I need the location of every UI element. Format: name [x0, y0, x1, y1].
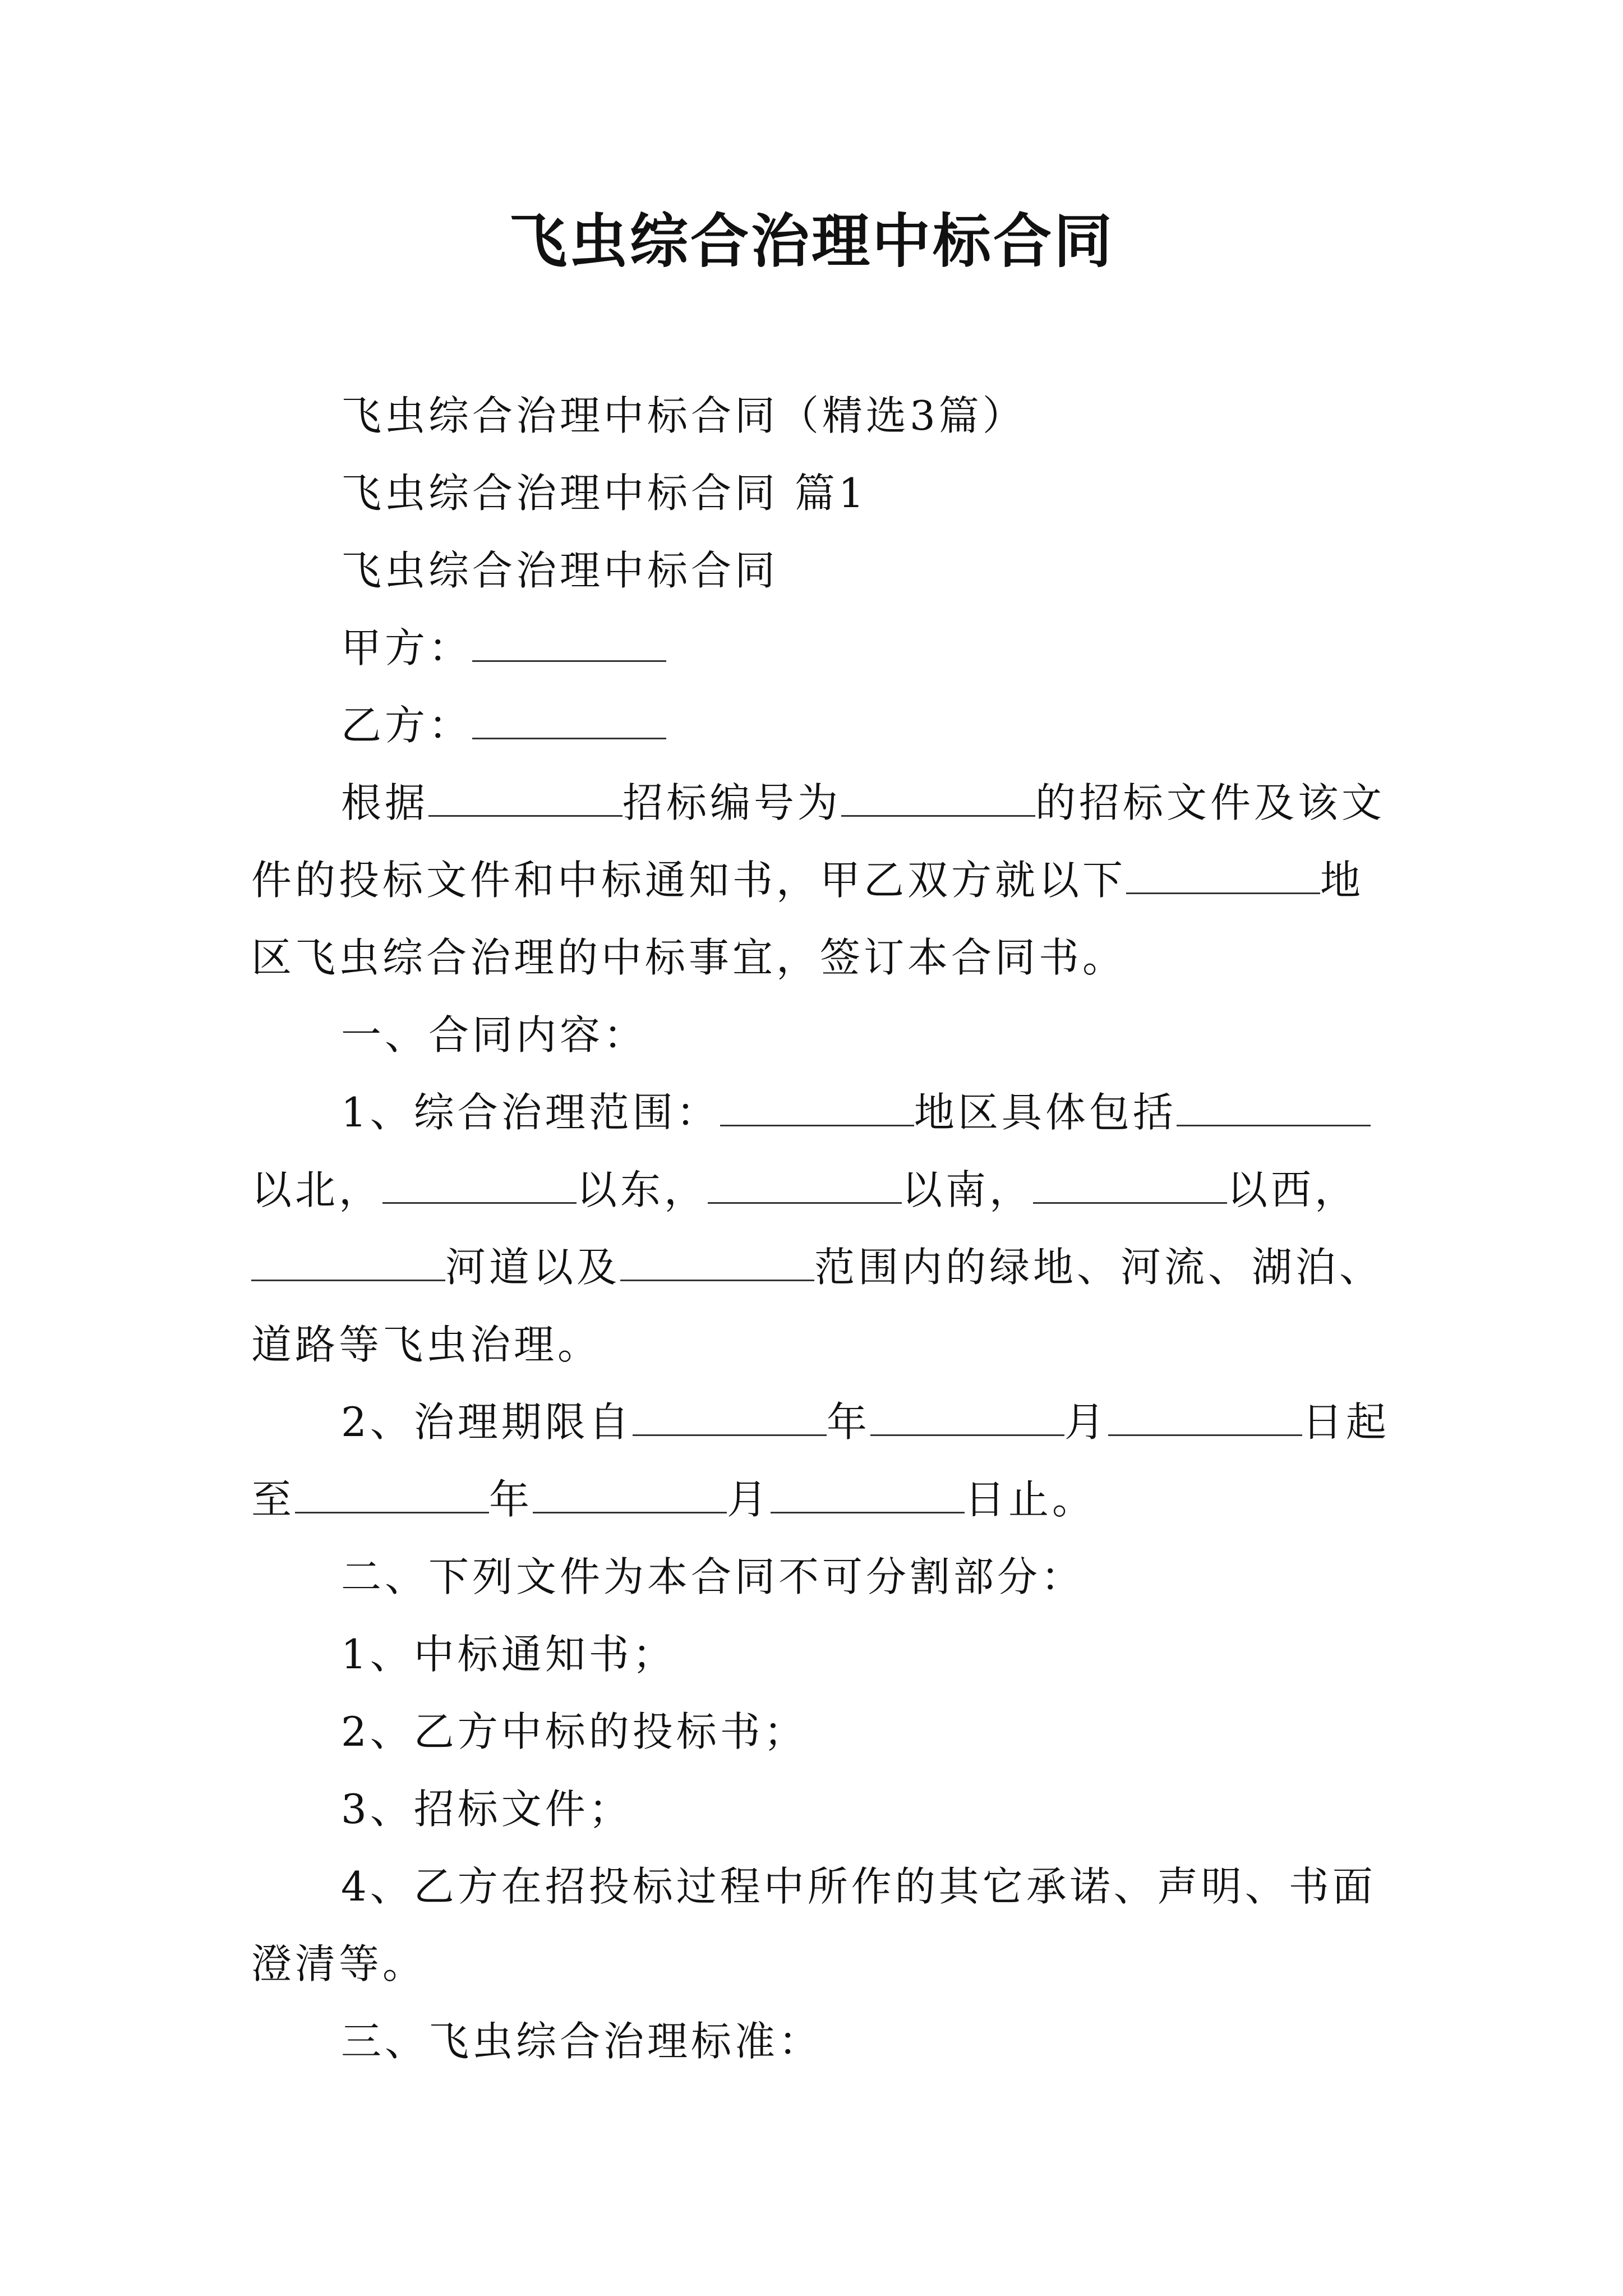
party-b-line	[251, 687, 1395, 764]
text-span: 日起	[1302, 1398, 1390, 1446]
text-span: 地区具体包括	[914, 1089, 1177, 1136]
fill-blank	[771, 1489, 965, 1513]
paragraph-scope	[251, 1074, 1395, 1383]
section-heading-1: 一、合同内容：	[341, 1011, 648, 1059]
text-line: 区飞虫综合治理的中标事宜，签订本合同书。	[251, 934, 1127, 981]
fill-blank	[533, 1489, 727, 1513]
text-span: 年	[489, 1476, 533, 1523]
fill-blank	[870, 1412, 1064, 1436]
text-span: 的招标文件及该文	[1035, 779, 1386, 826]
fill-blank	[708, 1180, 902, 1204]
party-a-line	[251, 609, 1395, 687]
text-span: 1、综合治理范围：	[341, 1089, 720, 1136]
fill-blank	[295, 1489, 489, 1513]
list-item: 2、乙方中标的投标书；	[341, 1708, 808, 1755]
fill-blank	[382, 1180, 577, 1204]
text-span: 日止。	[965, 1476, 1096, 1523]
text-span: 月	[727, 1476, 771, 1523]
subtitle-line: 飞虫综合治理中标合同（精选3篇）	[341, 392, 1026, 439]
text-span: 地	[1320, 857, 1364, 904]
paragraph-basis	[251, 764, 1395, 996]
fill-blank	[1126, 870, 1320, 894]
fill-blank	[633, 1412, 827, 1436]
list-item: 3、招标文件；	[341, 1786, 633, 1833]
section-heading-2: 二、下列文件为本合同不可分割部分：	[341, 1553, 1085, 1600]
text-span: 2、治理期限自	[341, 1398, 633, 1446]
contract-name: 飞虫综合治理中标合同	[341, 547, 779, 594]
text-span: 根据	[341, 779, 429, 826]
paragraph-term	[251, 1383, 1395, 1538]
text-span: 年	[826, 1398, 870, 1446]
document-body	[251, 377, 1395, 2080]
text-span: 以北，	[251, 1166, 383, 1213]
section-heading-3: 三、飞虫综合治理标准：	[341, 2018, 823, 2065]
party-b-label: 乙方：	[341, 702, 473, 749]
text-span: 以东，	[577, 1166, 708, 1213]
fill-blank	[251, 1257, 445, 1281]
fill-blank	[472, 638, 666, 662]
fill-blank	[720, 1102, 914, 1126]
text-span: 招标编号为	[623, 779, 842, 826]
text-span: 范围内的绿地、河流、湖泊、	[814, 1244, 1384, 1291]
text-span: 河道以及	[445, 1244, 621, 1291]
list-item: 4、乙方在招投标过程中所作的其它承诺、声明、书面	[341, 1863, 1376, 1910]
fill-blank	[1177, 1102, 1371, 1126]
list-item: 1、中标通知书；	[341, 1631, 676, 1678]
text-span: 至	[251, 1476, 296, 1523]
text-span: 月	[1064, 1398, 1108, 1446]
text-span: 以西，	[1227, 1166, 1359, 1213]
chapter-heading: 飞虫综合治理中标合同 篇1	[341, 470, 868, 517]
fill-blank	[472, 715, 666, 739]
party-a-label: 甲方：	[341, 624, 473, 671]
text-span: 以南，	[902, 1166, 1034, 1213]
fill-blank	[1108, 1412, 1302, 1436]
document-title: 飞虫综合治理中标合同	[508, 206, 1114, 275]
text-line: 道路等飞虫治理。	[251, 1321, 602, 1368]
fill-blank	[1033, 1180, 1227, 1204]
list-item-continuation: 澄清等。	[251, 1940, 427, 1987]
fill-blank	[428, 793, 623, 817]
text-span: 件的投标文件和中标通知书，甲乙双方就以下	[251, 857, 1127, 904]
fill-blank	[620, 1257, 814, 1281]
fill-blank	[841, 793, 1035, 817]
